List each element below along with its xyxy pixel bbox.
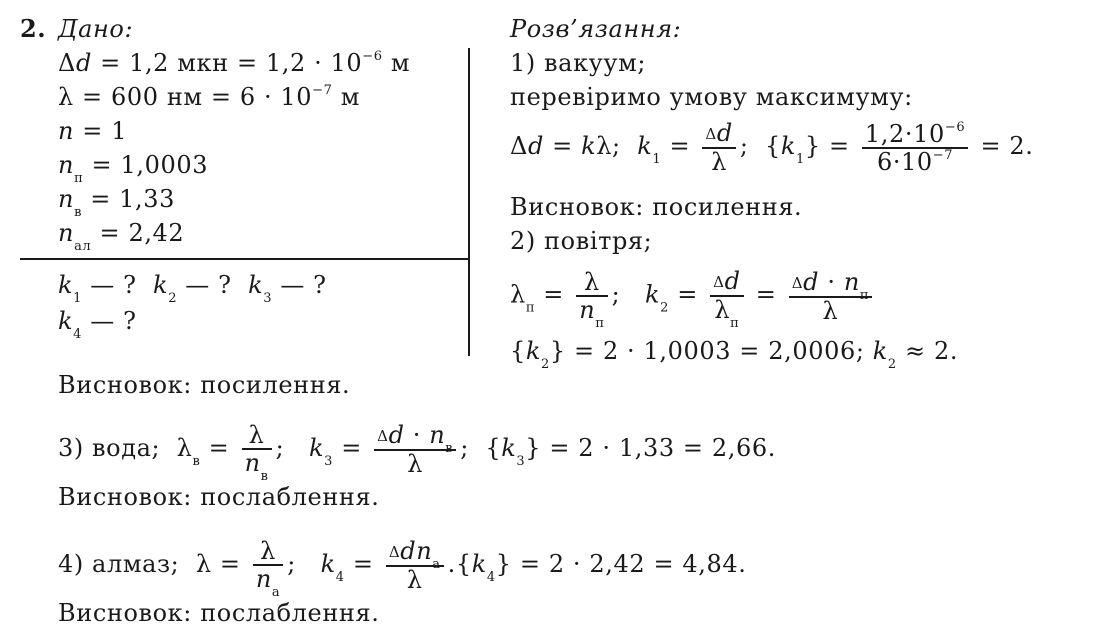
problem-number: 2. [20, 14, 47, 43]
given-n-v: $n_в = 1,33$ [58, 185, 175, 220]
step2-title: 2) повітря; [510, 227, 653, 255]
step2-conclusion: Висновок: посилення. [58, 371, 351, 399]
step1-title: 1) вакуум; [510, 49, 647, 77]
given-lambda: λ = 600 нм = $6 \cdot 10^{-7}$ м [58, 83, 361, 111]
find-k4: $k_4$ — ? [58, 307, 137, 342]
step1-conclusion: Висновок: посилення. [510, 193, 803, 221]
step4-conclusion: Висновок: послаблення. [58, 599, 380, 627]
given-separator-horizontal [20, 258, 468, 260]
step3-conclusion: Висновок: послаблення. [58, 483, 380, 511]
solution-title: Розв’язання: [510, 15, 682, 43]
given-n: n = 1 [58, 117, 128, 145]
given-title: Дано: [58, 15, 134, 43]
given-delta-d: Δd = 1,2 мкн = $1,2 \cdot 10^{-6}$ м [58, 49, 411, 77]
step3-formula: 3) вода; $\lambda_в$ = $\frac{\lambda}{n_в}$ ; $k_3$ = $\frac{\Delta d \cdot n_в}{\lambda}$ ; $\{k_3\} = 2 \cdot 1,33 = 2,66$. [58, 421, 776, 484]
given-n-p: $n_п = 1,0003$ [58, 151, 209, 186]
given-n-al: $n_{ал} = 2,42$ [58, 219, 185, 254]
step2-result: $\{k_2\} = 2 \cdot 1,0003 = 2,0006$; $k_2 \approx 2$. [510, 337, 959, 372]
step2-formula: $\lambda_п$ = $\frac{\lambda}{n_п}$ ; $k_2$ = $\frac{\Delta d}{\lambda_п}$ = $\frac{\Delta d \cdot n_п}{\lambda}$ [510, 268, 876, 324]
step1-check: перевіримо умову максимуму: [510, 83, 913, 111]
step1-formula: Δd = kλ; $k_1$ = $\frac{\Delta d}{\lambda}$ ; $\{k_1\}$ = $\frac{1,2\cdot 10^{-6}}{6\cdot 10^{-7}}$ = 2. [510, 119, 1034, 176]
given-separator-vertical [468, 48, 470, 356]
step4-formula: 4) алмаз; λ = $\frac{\lambda}{n_а}$ ; $k_4$ = $\frac{\Delta dn_а}{\lambda}$ $.\{k_4\} = 2 \cdot 2,42 = 4,84$. [58, 537, 747, 600]
find-k1-k2-k3: $k_1$ — ? $k_2$ — ? $k_3$ — ? [58, 271, 327, 306]
